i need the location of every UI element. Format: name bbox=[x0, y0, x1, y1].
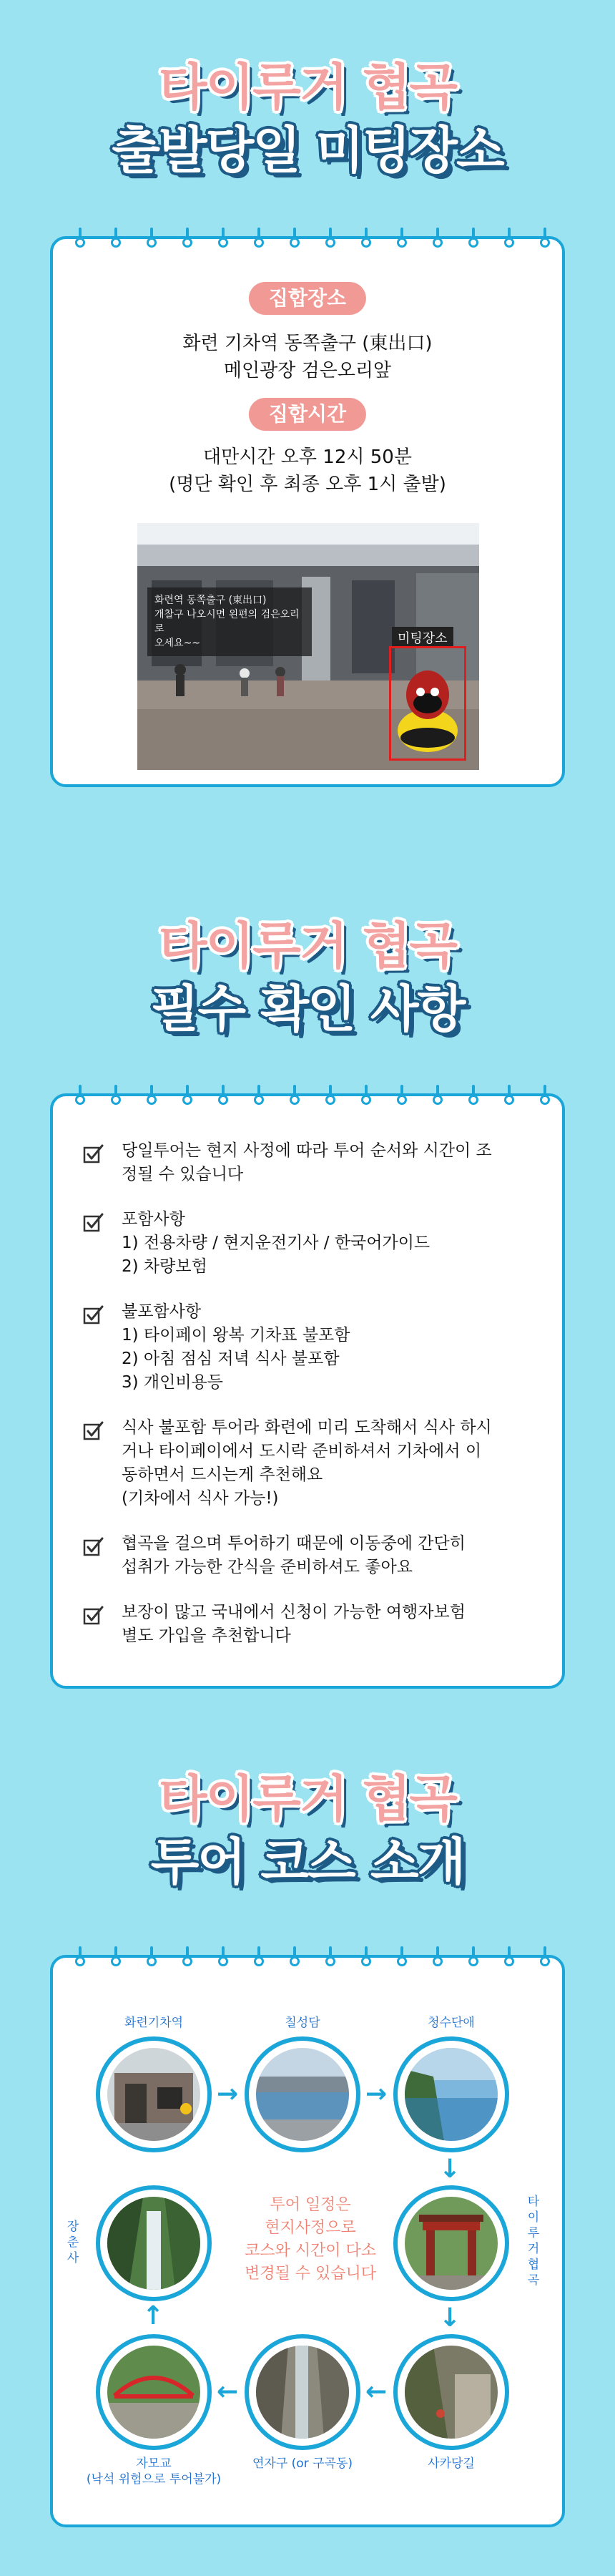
binder-ring-icon bbox=[253, 1085, 265, 1108]
photo-highlight-box bbox=[389, 646, 466, 761]
meet-time-label: 집합시간 bbox=[249, 398, 366, 431]
checklist-item-line: 당일투어는 현지 사정에 따라 투어 순서와 시간이 조 bbox=[122, 1141, 492, 1160]
checklist-item-line: 별도 가입을 추천합니다 bbox=[122, 1626, 291, 1645]
arrow-icon: → bbox=[217, 2079, 239, 2109]
course-note-line1: 투어 일정은 bbox=[270, 2196, 351, 2214]
binder-ring-icon bbox=[468, 1085, 479, 1108]
stop-node-changchun bbox=[96, 2185, 212, 2301]
course-change-note bbox=[196, 2194, 425, 2285]
stop-node-taroko-gate bbox=[393, 2185, 509, 2301]
binder-ring-icon bbox=[325, 1085, 336, 1108]
section1-title-line2: 출발당일 미팅장소 bbox=[112, 121, 503, 180]
binder-ring-icon bbox=[253, 228, 265, 250]
checkbox-check-icon bbox=[83, 1212, 103, 1232]
checkbox-check-icon bbox=[83, 1605, 103, 1625]
stop-label-changchun: 장 춘 사 bbox=[67, 2220, 79, 2265]
checklist-item bbox=[82, 1601, 539, 1648]
checklist-item-line: 보장이 많고 국내에서 신청이 가능한 여행자보험 bbox=[122, 1603, 466, 1621]
arrow-icon: ↓ bbox=[439, 2303, 461, 2333]
binder-ring-icon bbox=[503, 1085, 515, 1108]
photo-caption-line2: 개찰구 나오시면 왼편의 검은오리로 bbox=[154, 609, 300, 635]
binder-ring-icon bbox=[289, 1085, 300, 1108]
checklist-item bbox=[82, 1532, 539, 1579]
meet-place-line1: 화련 기차역 동쪽출구 (東出口) bbox=[182, 333, 433, 354]
binder-ring-icon bbox=[146, 1085, 157, 1108]
checklist-item bbox=[82, 1139, 539, 1186]
stop-label-cimu-bridge: 자모교 bbox=[136, 2457, 172, 2471]
meeting-place-photo bbox=[137, 523, 479, 770]
meet-time-line1: 대만시간 오후 12시 50분 bbox=[203, 447, 412, 468]
binder-ring-icon bbox=[396, 228, 408, 250]
section2-title-line2: 필수 확인 사항 bbox=[150, 980, 465, 1038]
meeting-info-card bbox=[50, 236, 565, 787]
binder-ring-icon bbox=[74, 228, 86, 250]
photo-meeting-tag: 미팅장소 bbox=[392, 627, 453, 648]
course-note-line4: 변경될 수 있습니다 bbox=[244, 2265, 376, 2283]
taroko-gate-photo bbox=[405, 2197, 498, 2290]
stop-node-cimu-bridge bbox=[96, 2334, 212, 2450]
checklist-item-line: 동하면서 드시는게 추천해요 bbox=[122, 1465, 323, 1484]
binder-rings bbox=[53, 1085, 562, 1111]
qixingtan-photo bbox=[256, 2048, 349, 2141]
stop-node-qixingtan bbox=[245, 2036, 360, 2152]
stop-label-shakadang: 사카당길 bbox=[428, 2457, 475, 2471]
checklist-item-line: 1) 타이페이 왕복 기차표 불포함 bbox=[122, 1326, 350, 1345]
binder-ring-icon bbox=[217, 1085, 229, 1108]
arrow-icon: ← bbox=[365, 2377, 388, 2406]
checkbox-check-icon bbox=[83, 1143, 103, 1163]
binder-ring-icon bbox=[217, 228, 229, 250]
arrow-icon: ↓ bbox=[439, 2155, 461, 2184]
section3-title-line2: 투어 코스 소개 bbox=[150, 1833, 465, 1891]
checklist-item-line: 2) 아침 점심 저녁 식사 불포함 bbox=[122, 1350, 340, 1368]
checklist-item-line: 정될 수 있습니다 bbox=[122, 1165, 244, 1184]
binder-ring-icon bbox=[396, 1085, 408, 1108]
arrow-icon: ↑ bbox=[142, 2301, 164, 2331]
course-note-line2: 현지사정으로 bbox=[265, 2219, 356, 2237]
section3-title bbox=[0, 1767, 615, 1893]
section2-title bbox=[0, 914, 615, 1040]
checklist-item bbox=[82, 1208, 539, 1279]
checklist-item-line: 거나 타이페이에서 도시락 준비하셔서 기차에서 이 bbox=[122, 1442, 482, 1460]
photo-caption-line1: 화련역 동쪽출구 (東出口) bbox=[154, 595, 267, 606]
binder-ring-icon bbox=[74, 1085, 86, 1108]
binder-ring-icon bbox=[325, 228, 336, 250]
binder-ring-icon bbox=[432, 228, 443, 250]
meet-place-line2: 메인광장 검은오리앞 bbox=[223, 360, 392, 381]
checkbox-check-icon bbox=[83, 1304, 103, 1324]
stop-label-qingshui-cliff: 청수단애 bbox=[428, 2016, 475, 2030]
checkbox-check-icon bbox=[83, 1420, 103, 1440]
binder-ring-icon bbox=[360, 228, 372, 250]
stop-node-hualien-station bbox=[96, 2036, 212, 2152]
checklist-card bbox=[50, 1093, 565, 1689]
section1-title bbox=[0, 56, 615, 182]
binder-ring-icon bbox=[110, 1085, 122, 1108]
stop-node-shakadang bbox=[393, 2334, 509, 2450]
checklist-item-line: 3) 개인비용등 bbox=[122, 1373, 224, 1392]
checklist-item bbox=[82, 1416, 539, 1511]
photo-caption-line3: 오세요~~ bbox=[154, 638, 201, 649]
stop-node-yanziko bbox=[245, 2334, 360, 2450]
checkbox-check-icon bbox=[83, 1536, 103, 1556]
stop-label-cimu-bridge-note: (낙석 위험으로 투어불가) bbox=[86, 2472, 222, 2487]
checklist-item-line: (기차에서 식사 가능!) bbox=[122, 1489, 279, 1508]
course-map bbox=[53, 1958, 568, 2524]
binder-ring-icon bbox=[360, 1085, 372, 1108]
arrow-icon: ← bbox=[217, 2377, 239, 2406]
photo-caption bbox=[147, 587, 312, 656]
binder-ring-icon bbox=[146, 228, 157, 250]
section1-title-line1: 타이루거 협곡 bbox=[158, 58, 457, 117]
checklist-item-line: 불포함사항 bbox=[122, 1302, 202, 1321]
checklist-item bbox=[82, 1300, 539, 1395]
binder-ring-icon bbox=[432, 1085, 443, 1108]
checklist-item-line: 협곡을 걸으며 투어하기 때문에 이동중에 간단히 bbox=[122, 1534, 466, 1553]
binder-ring-icon bbox=[503, 228, 515, 250]
qingshui-cliff-photo bbox=[405, 2048, 498, 2141]
binder-ring-icon bbox=[182, 1085, 193, 1108]
checklist bbox=[82, 1139, 539, 1669]
stop-label-qixingtan: 칠성담 bbox=[285, 2016, 320, 2030]
checklist-item-line: 2) 차량보험 bbox=[122, 1257, 207, 1276]
section3-title-line1: 타이루거 협곡 bbox=[158, 1770, 457, 1828]
checklist-item-line: 식사 불포함 투어라 화련에 미리 도착해서 식사 하시 bbox=[122, 1418, 492, 1437]
stop-node-qingshui-cliff bbox=[393, 2036, 509, 2152]
course-note-line3: 코스와 시간이 다소 bbox=[244, 2242, 376, 2260]
stop-label-yanziko: 연자구 (or 구곡동) bbox=[252, 2457, 353, 2471]
arrow-icon: → bbox=[365, 2079, 388, 2109]
changchun-photo bbox=[107, 2197, 200, 2290]
cimu-bridge-photo bbox=[107, 2346, 200, 2439]
stop-label-hualien-station: 화련기차역 bbox=[124, 2016, 184, 2030]
binder-ring-icon bbox=[539, 228, 551, 250]
hualien-station-photo bbox=[107, 2048, 200, 2141]
binder-ring-icon bbox=[110, 228, 122, 250]
checklist-item-line: 1) 전용차량 / 현지운전기사 / 한국어가이드 bbox=[122, 1234, 431, 1252]
binder-ring-icon bbox=[468, 228, 479, 250]
yanziko-photo bbox=[256, 2346, 349, 2439]
checklist-item-line: 섭취가 가능한 간식을 준비하셔도 좋아요 bbox=[122, 1558, 413, 1576]
checklist-item-line: 포함사항 bbox=[122, 1210, 185, 1229]
section2-title-line1: 타이루거 협곡 bbox=[158, 917, 457, 975]
stop-label-taroko-gate: 타 이 루 거 협 곡 bbox=[527, 2195, 540, 2288]
binder-ring-icon bbox=[182, 228, 193, 250]
course-card bbox=[50, 1955, 565, 2527]
binder-ring-icon bbox=[539, 1085, 551, 1108]
binder-ring-icon bbox=[289, 228, 300, 250]
meet-place-label: 집합장소 bbox=[249, 282, 366, 315]
meet-time-line2: (명단 확인 후 최종 오후 1시 출발) bbox=[169, 474, 446, 495]
binder-rings bbox=[53, 228, 562, 253]
shakadang-photo bbox=[405, 2346, 498, 2439]
